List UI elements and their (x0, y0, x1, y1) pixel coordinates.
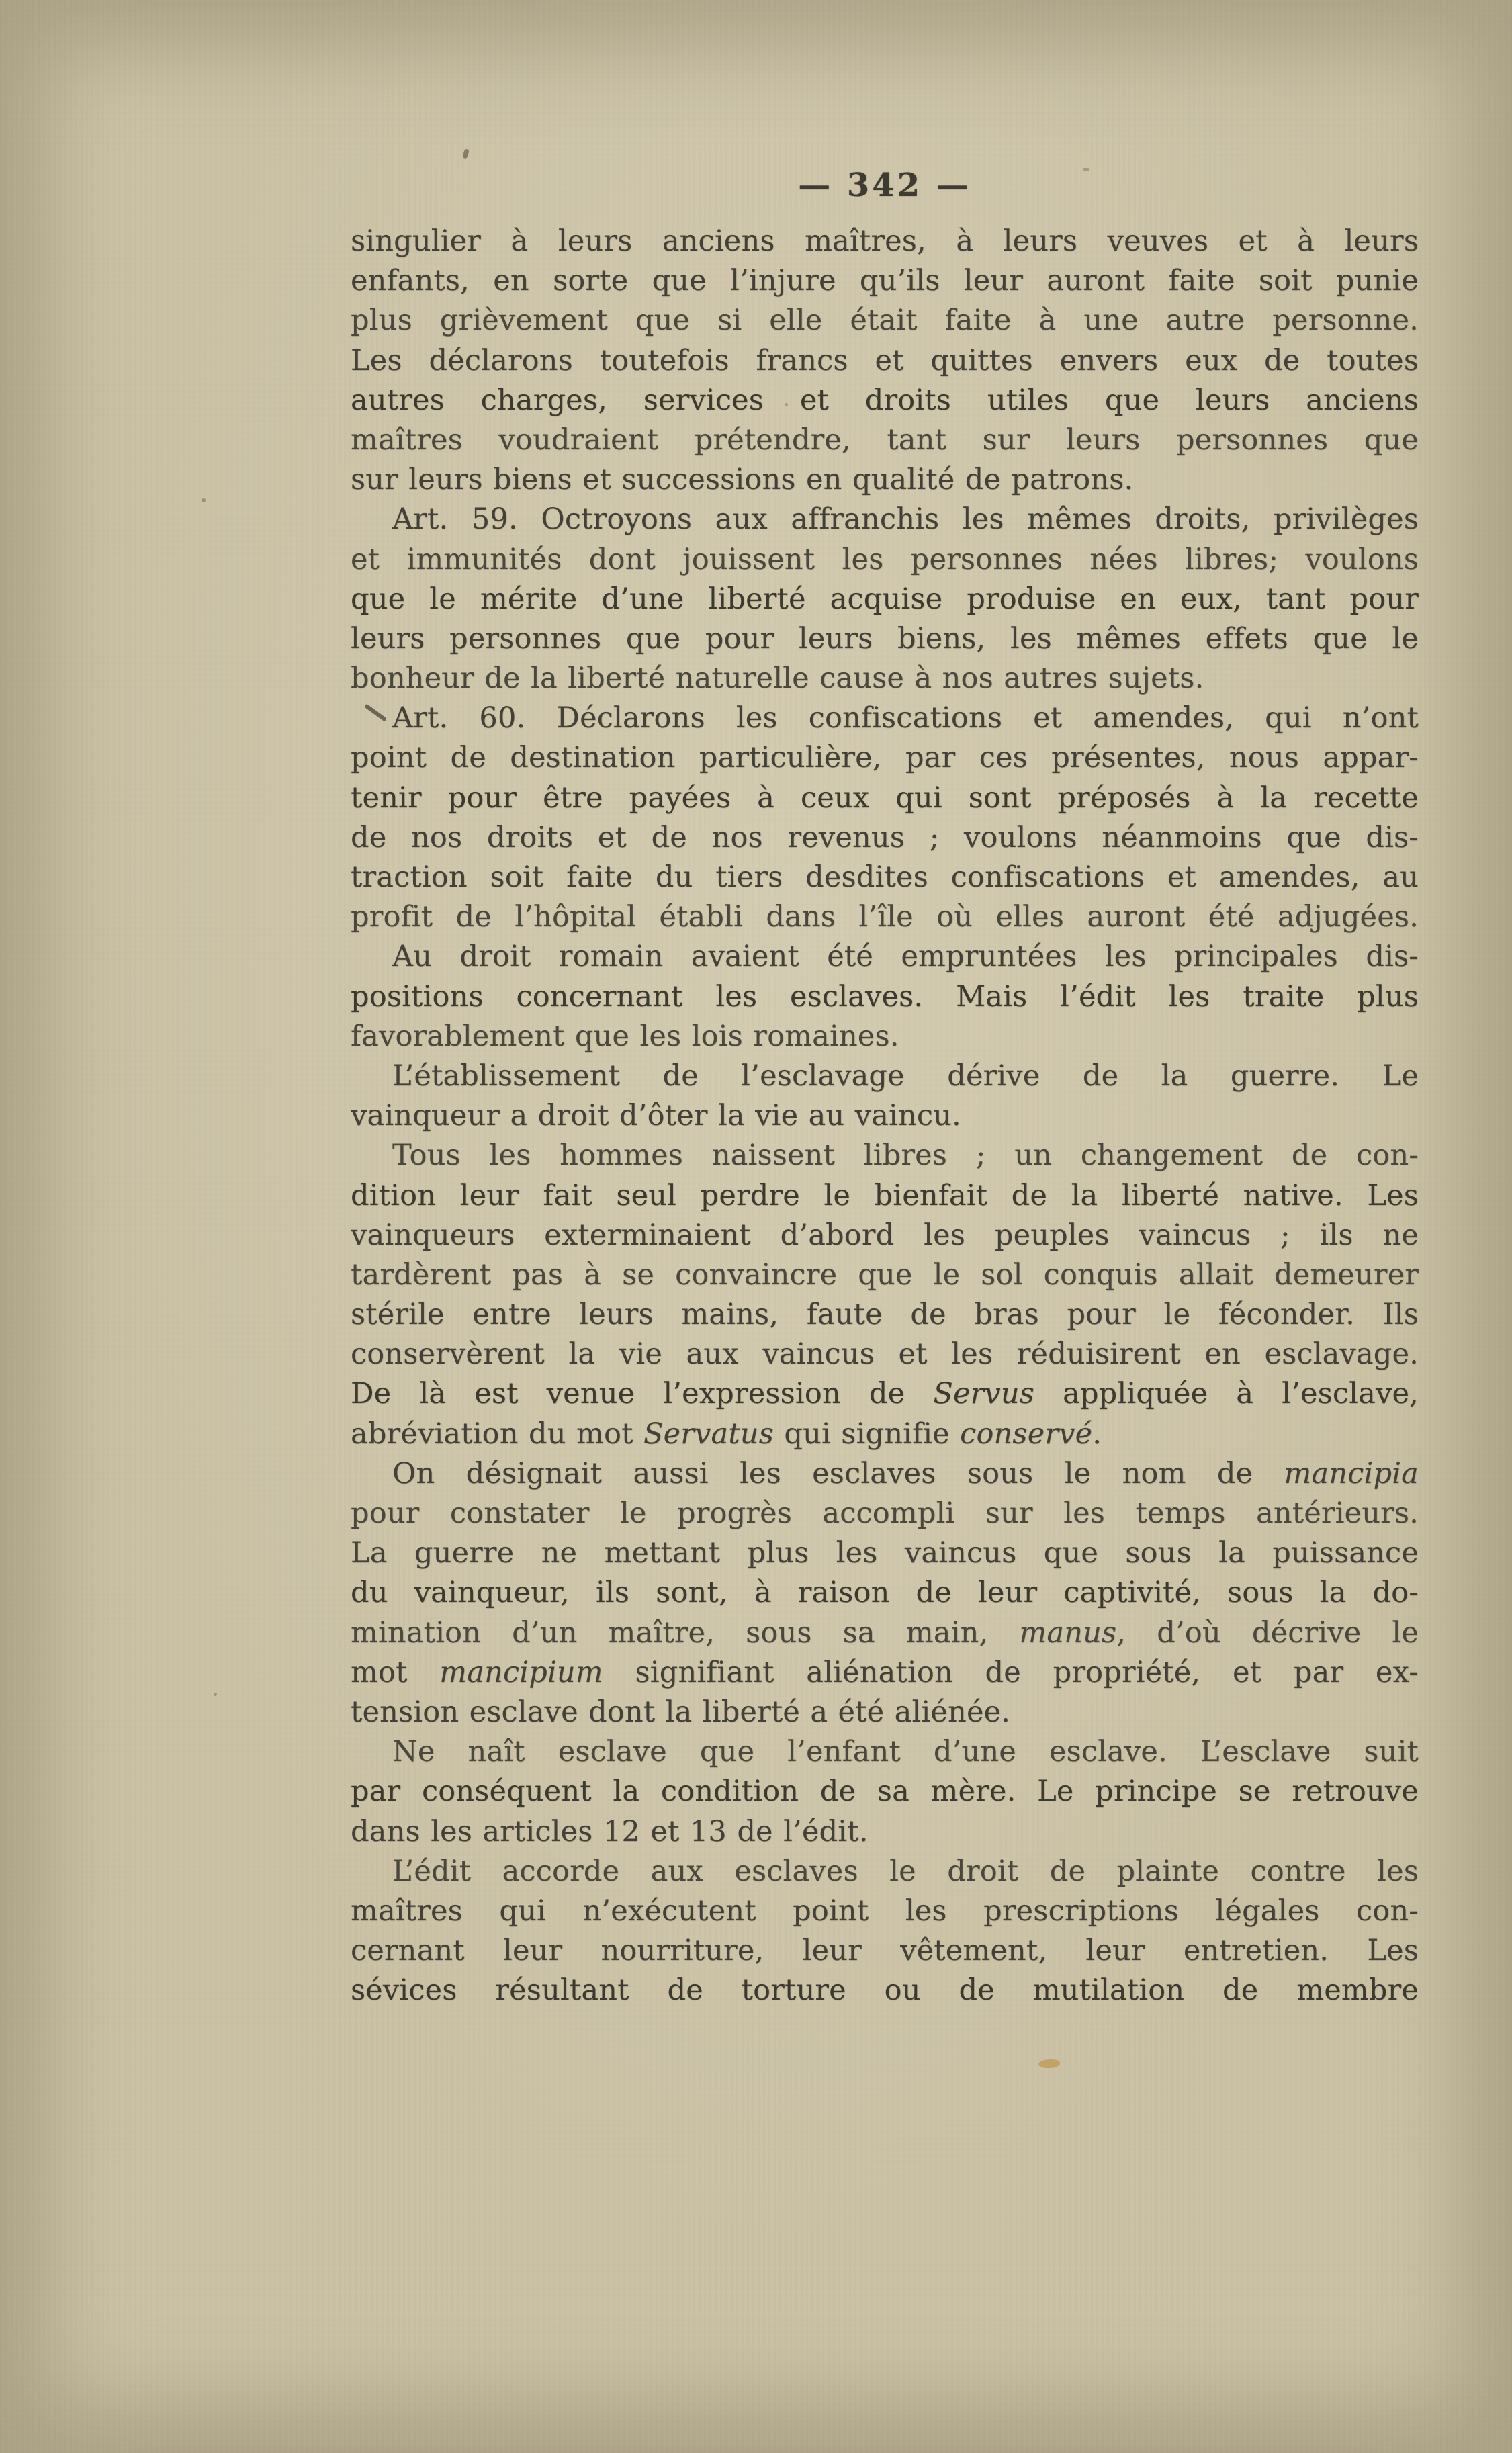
text-line: sévices résultant de torture ou de mutilation de membre (351, 1973, 1419, 2008)
text-line: maîtres voudraient prétendre, tant sur leurs personnes que (351, 422, 1419, 457)
ink-speck (462, 148, 470, 159)
text-line: conservèrent la vie aux vaincus et les réduisirent en esclavage. (351, 1337, 1419, 1372)
italic-term: mancipia (1284, 1456, 1419, 1490)
page-text (351, 222, 1419, 2010)
text-line: autres charges, services et droits utiles que leurs anciens (351, 383, 1419, 417)
text-line: abréviation du mot Servatus qui signifie conservé. (351, 1417, 1102, 1451)
text-line: point de destination particulière, par ces présentes, nous appar- (351, 741, 1419, 775)
text-line: bonheur de la liberté naturelle cause à nos autres sujets. (351, 662, 1204, 696)
text-line: que le mérite d’une liberté acquise produise en eux, tant pour (351, 582, 1419, 616)
text-line: sur leurs biens et successions en qualité de patrons. (351, 463, 1134, 497)
text-line: Art. 60. Déclarons les confiscations et amendes, qui n’ont (392, 701, 1419, 735)
page-number: — 342 — (798, 167, 971, 204)
text-line: cernant leur nourriture, leur vêtement, leur entretien. Les (351, 1934, 1419, 1968)
text-line: L’édit accorde aux esclaves le droit de plainte contre les (392, 1854, 1419, 1888)
text-line: dition leur fait seul perdre le bienfait de la liberté native. Les (351, 1178, 1419, 1212)
italic-term: Servus (933, 1377, 1035, 1411)
text-line: tenir pour être payées à ceux qui sont préposés à la recette (351, 780, 1419, 815)
text-line: stérile entre leurs mains, faute de bras pour le féconder. Ils (351, 1298, 1419, 1332)
text-line: et immunités dont jouissent les personnes nées libres; voulons (351, 542, 1419, 576)
text-line: traction soit faite du tiers desdites confiscations et amendes, au (351, 860, 1419, 894)
text-line: Les déclarons toutefois francs et quittes envers eux de toutes (351, 343, 1419, 377)
text-line: tension esclave dont la liberté a été aliénée. (351, 1695, 1011, 1729)
text-line: vainqueur a droit d’ôter la vie au vaincu. (351, 1099, 961, 1133)
text-line: favorablement que les lois romaines. (351, 1019, 899, 1053)
text-line: De là est venue l’expression de Servus appliquée à l’esclave, (351, 1377, 1419, 1411)
text-line: singulier à leurs anciens maîtres, à leurs veuves et à leurs (351, 224, 1419, 258)
text-line: Art. 59. Octroyons aux affranchis les mêmes droits, privilèges (392, 502, 1419, 537)
text-line: Au droit romain avaient été empruntées les principales dis- (392, 940, 1419, 974)
text-line: leurs personnes que pour leurs biens, les mêmes effets que le (351, 621, 1419, 656)
text-line: profit de l’hôpital établi dans l’île où elles auront été adjugées. (351, 900, 1419, 934)
text-line: du vainqueur, ils sont, à raison de leur captivité, sous la do- (351, 1576, 1419, 1610)
paper-speck (214, 1693, 217, 1696)
text-line: L’établissement de l’esclavage dérive de la guerre. Le (392, 1059, 1419, 1093)
text-line: mot mancipium signifiant aliénation de propriété, et par ex- (351, 1655, 1419, 1689)
italic-term: mancipium (439, 1655, 603, 1689)
text-line: plus grièvement que si elle était faite à une autre personne. (351, 304, 1419, 338)
text-line: de nos droits et de nos revenus ; voulons néanmoins que dis- (351, 820, 1419, 854)
text-line: enfants, en sorte que l’injure qu’ils leur auront faite soit punie (351, 264, 1419, 298)
text-line: La guerre ne mettant plus les vaincus que sous la puissance (351, 1536, 1419, 1570)
text-line: On désignait aussi les esclaves sous le nom de mancipia (392, 1456, 1419, 1490)
text-line: pour constater le progrès accompli sur les temps antérieurs. (351, 1497, 1419, 1530)
text-line: tardèrent pas à se convaincre que le sol conquis allait demeurer (351, 1257, 1419, 1292)
text-line: vainqueurs exterminaient d’abord les peuples vaincus ; ils ne (351, 1218, 1419, 1252)
text-line: par conséquent la condition de sa mère. Le principe se retrouve (351, 1775, 1419, 1809)
text-line: positions concernant les esclaves. Mais l’édit les traite plus (351, 979, 1419, 1014)
paper-blemish (1038, 2059, 1060, 2068)
italic-term: manus (1019, 1615, 1117, 1650)
text-line: Tous les hommes naissent libres ; un changement de con- (392, 1139, 1419, 1173)
italic-term: conservé (960, 1417, 1093, 1451)
paper-speck (202, 498, 206, 502)
text-line: Ne naît esclave que l’enfant d’une esclave. L’esclave suit (392, 1735, 1419, 1769)
text-line: mination d’un maître, sous sa main, manus, d’où décrive le (351, 1615, 1419, 1650)
text-line: maîtres qui n’exécutent point les prescriptions légales con- (351, 1893, 1419, 1928)
text-line: dans les articles 12 et 13 de l’édit. (351, 1814, 869, 1848)
italic-term: Servatus (643, 1417, 774, 1451)
